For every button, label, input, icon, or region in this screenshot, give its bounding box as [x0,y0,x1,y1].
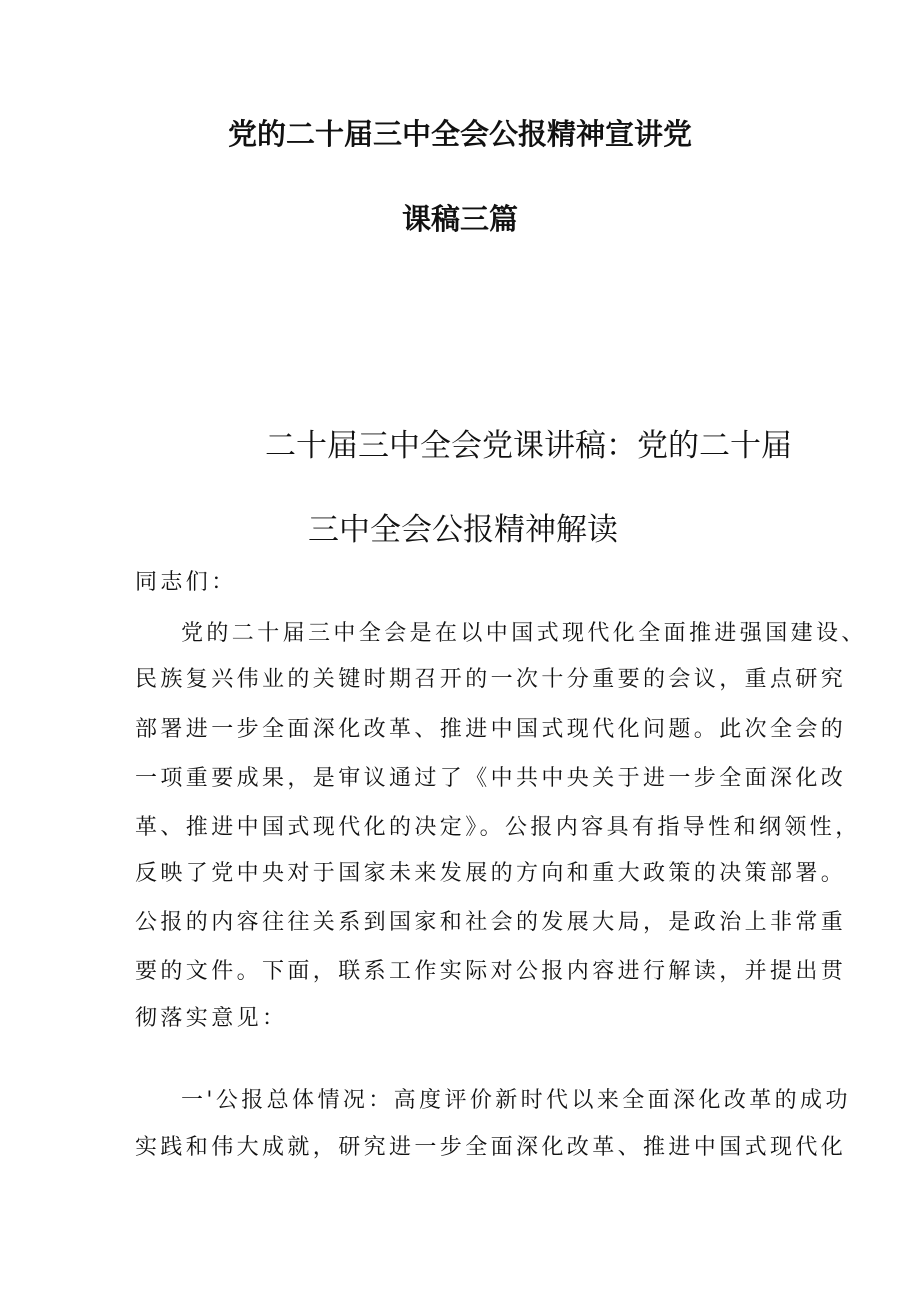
paragraph-2-line: 实践和伟大成就，研究进一步全面深化改革、推进中国式现代化 [135,1135,847,1160]
paragraph-2-line: 一'公报总体情况：高度评价新时代以来全面深化改革的成功 [181,1088,851,1113]
paragraph-1-line: 彻落实意见： [135,1006,288,1031]
document-title-line-2: 课稿三篇 [401,202,518,236]
document-title-line-1: 党的二十届三中全会公报精神宣讲党 [227,117,692,151]
paragraph-1-line: 部署进一步全面深化改革、推进中国式现代化问题。此次全会的 [135,717,847,742]
paragraph-1-line: 党的二十届三中全会是在以中国式现代化全面推进强国建设、 [181,621,867,646]
paragraph-1-line: 一项重要成果，是审议通过了《中共中央关于进一步全面深化改 [135,766,847,791]
paragraph-1-line: 要的文件。下面，联系工作实际对公报内容进行解读，并提出贯 [135,959,847,984]
section-title-line-1: 二十届三中全会党课讲稿：党的二十届 [265,428,792,464]
paragraph-1-line: 民族复兴伟业的关键时期召开的一次十分重要的会议，重点研究 [135,667,847,692]
paragraph-1-line: 公报的内容往往关系到国家和社会的发展大局，是政治上非常重 [135,910,847,935]
paragraph-1-line: 革、推进中国式现代化的决定》。公报内容具有指导性和纲领性， [135,815,861,840]
paragraph-1-line: 反映了党中央对于国家未来发展的方向和重大政策的决策部署。 [135,861,847,886]
section-title-line-2: 三中全会公报精神解读 [308,512,618,548]
greeting: 同志们： [135,570,237,595]
